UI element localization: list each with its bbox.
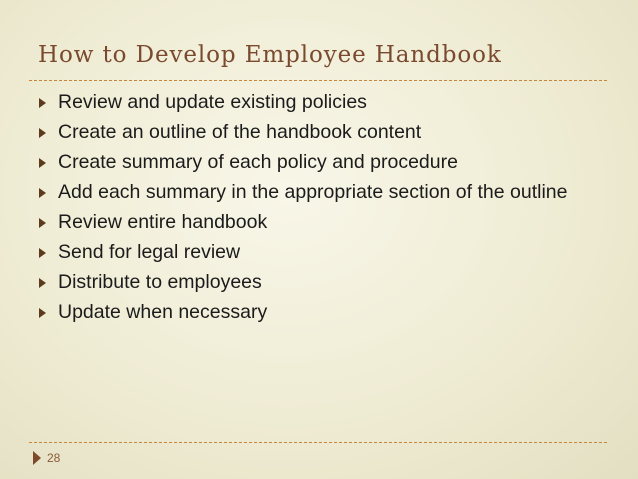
bullet-text: Review entire handbook (58, 211, 268, 233)
bullet-item (34, 151, 604, 175)
bullet-list (34, 91, 604, 331)
right-triangle-icon (39, 218, 46, 228)
bullet-item (34, 121, 604, 145)
bullet-text: Review and update existing policies (58, 91, 367, 113)
bullet-item (34, 241, 604, 265)
right-triangle-icon (33, 451, 41, 465)
right-triangle-icon (39, 128, 46, 138)
right-triangle-icon (39, 248, 46, 258)
right-triangle-icon (39, 308, 46, 318)
bullet-item (34, 301, 604, 325)
bullet-text: Distribute to employees (58, 271, 262, 293)
bullet-text: Create summary of each policy and procedure (58, 151, 458, 173)
bullet-text: Add each summary in the appropriate section of the outline (58, 181, 568, 203)
bullet-text: Create an outline of the handbook content (58, 121, 422, 143)
bullet-text: Update when necessary (58, 301, 268, 323)
bullet-item (34, 181, 604, 205)
bullet-item (34, 271, 604, 295)
page-number: 28 (47, 451, 61, 465)
title-divider (29, 80, 607, 81)
right-triangle-icon (39, 98, 46, 108)
footer-divider (29, 442, 607, 443)
bullet-text: Send for legal review (58, 241, 241, 263)
right-triangle-icon (39, 278, 46, 288)
bullet-item (34, 91, 604, 115)
right-triangle-icon (39, 158, 46, 168)
slide-title: How to Develop Employee Handbook (38, 42, 502, 68)
right-triangle-icon (39, 188, 46, 198)
bullet-item (34, 211, 604, 235)
